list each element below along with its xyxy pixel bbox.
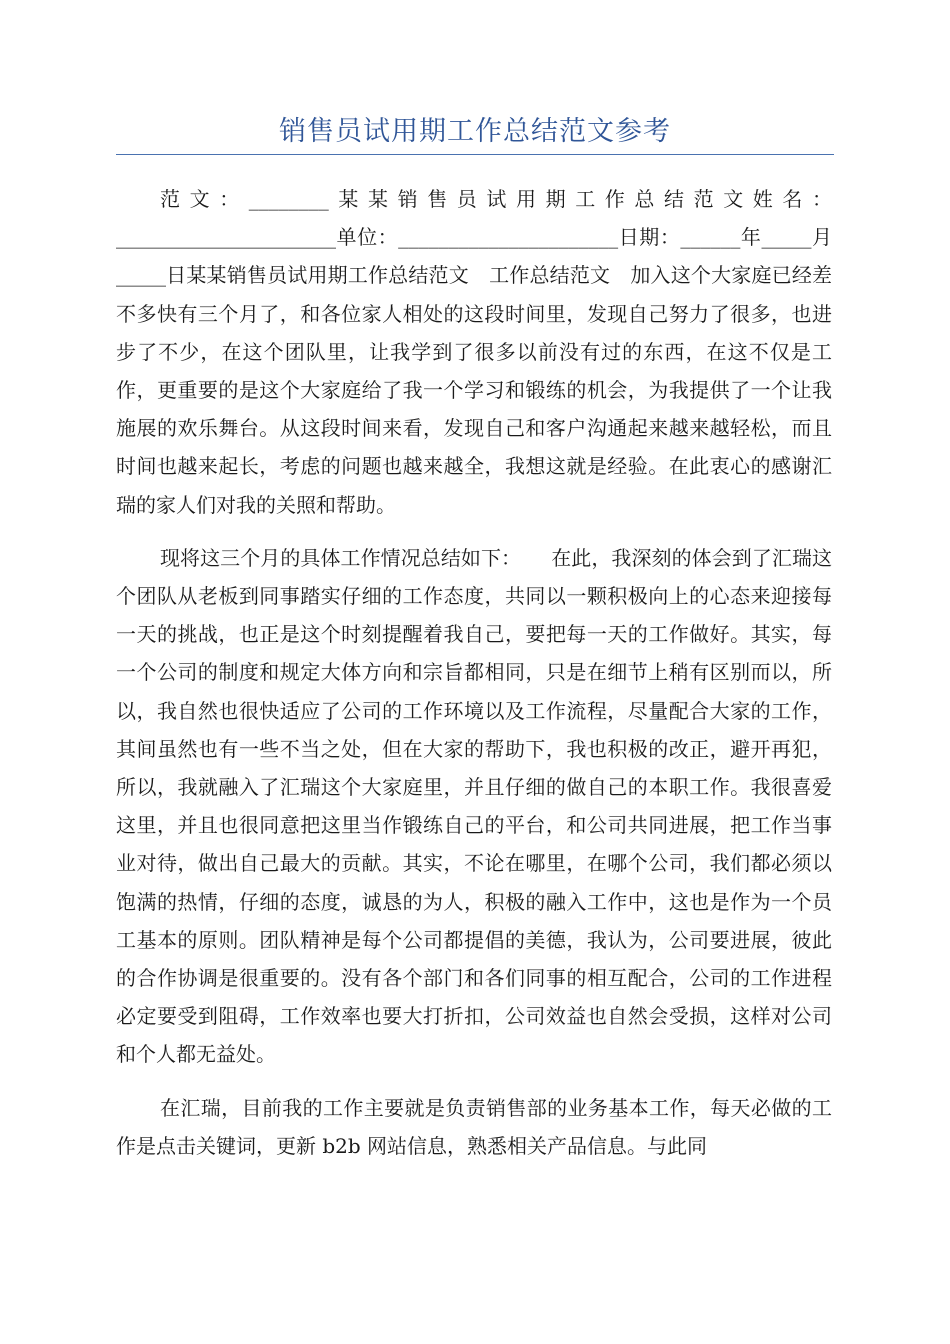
document-body bbox=[116, 180, 832, 1165]
paragraph-1: 范文：________某某销售员试用期工作总结范文姓名：______________________单位：______________________日期：______年_____月_____日某某销售员试用期工作总结范文 工作总结范文 加入这个大家庭已经差不多快有三个月了，和各位家人相处的这段时间里，发现自己努力了很多，也进步了不少，在这个团队里，让我学到了很多以前没有过的东西，在这不仅是工作，更重要的是这个大家庭给了我一个学习和锻练的机会，为我提供了一个让我施展的欢乐舞台。从这段时间来看，发现自己和客户沟通起来越来越轻松，而且时间也越来起长，考虑的问题也越来越全，我想这就是经验。在此衷心的感谢汇瑞的家人们对我的关照和帮助。 bbox=[116, 187, 832, 517]
paragraph-spacer bbox=[116, 1074, 832, 1089]
paragraph-2: 现将这三个月的具体工作情况总结如下： 在此，我深刻的体会到了汇瑞这个团队从老板到同事踏实仔细的工作态度，共同以一颗积极向上的心态来迎接每一天的挑战，也正是这个时刻提醒着我自己，要把每一天的工作做好。其实，每一个公司的制度和规定大体方向和宗旨都相同，只是在细节上稍有区别而以，所以，我自然也很快适应了公司的工作环境以及工作流程，尽量配合大家的工作，其间虽然也有一些不当之处，但在大家的帮助下，我也积极的改正，避开再犯，所以，我就融入了汇瑞这个大家庭里，并且仔细的做自己的本职工作。我很喜爱这里，并且也很同意把这里当作锻练自己的平台，和公司共同进展，把工作当事业对待，做出自己最大的贡献。其实，不论在哪里，在哪个公司，我们都必须以饱满的热情，仔细的态度，诚恳的为人，积极的融入工作中，这也是作为一个员工基本的原则。团队精神是每个公司都提倡的美德，我认为，公司要进展，彼此的合作协调是很重要的。没有各个部门和各们同事的相互配合，公司的工作进程必定要受到阻碍，工作效率也要大打折扣，公司效益也自然会受损，这样对公司和个人都无益处。 bbox=[116, 545, 832, 1067]
paragraph-3: 在汇瑞，目前我的工作主要就是负责销售部的业务基本工作，每天必做的工作是点击关键词，更新 b2b 网站信息，熟悉相关产品信息。与此同 bbox=[116, 1095, 832, 1158]
title-underline bbox=[116, 154, 834, 155]
paragraph-spacer bbox=[116, 524, 832, 539]
document-title: 销售员试用期工作总结范文参考 bbox=[279, 116, 671, 147]
